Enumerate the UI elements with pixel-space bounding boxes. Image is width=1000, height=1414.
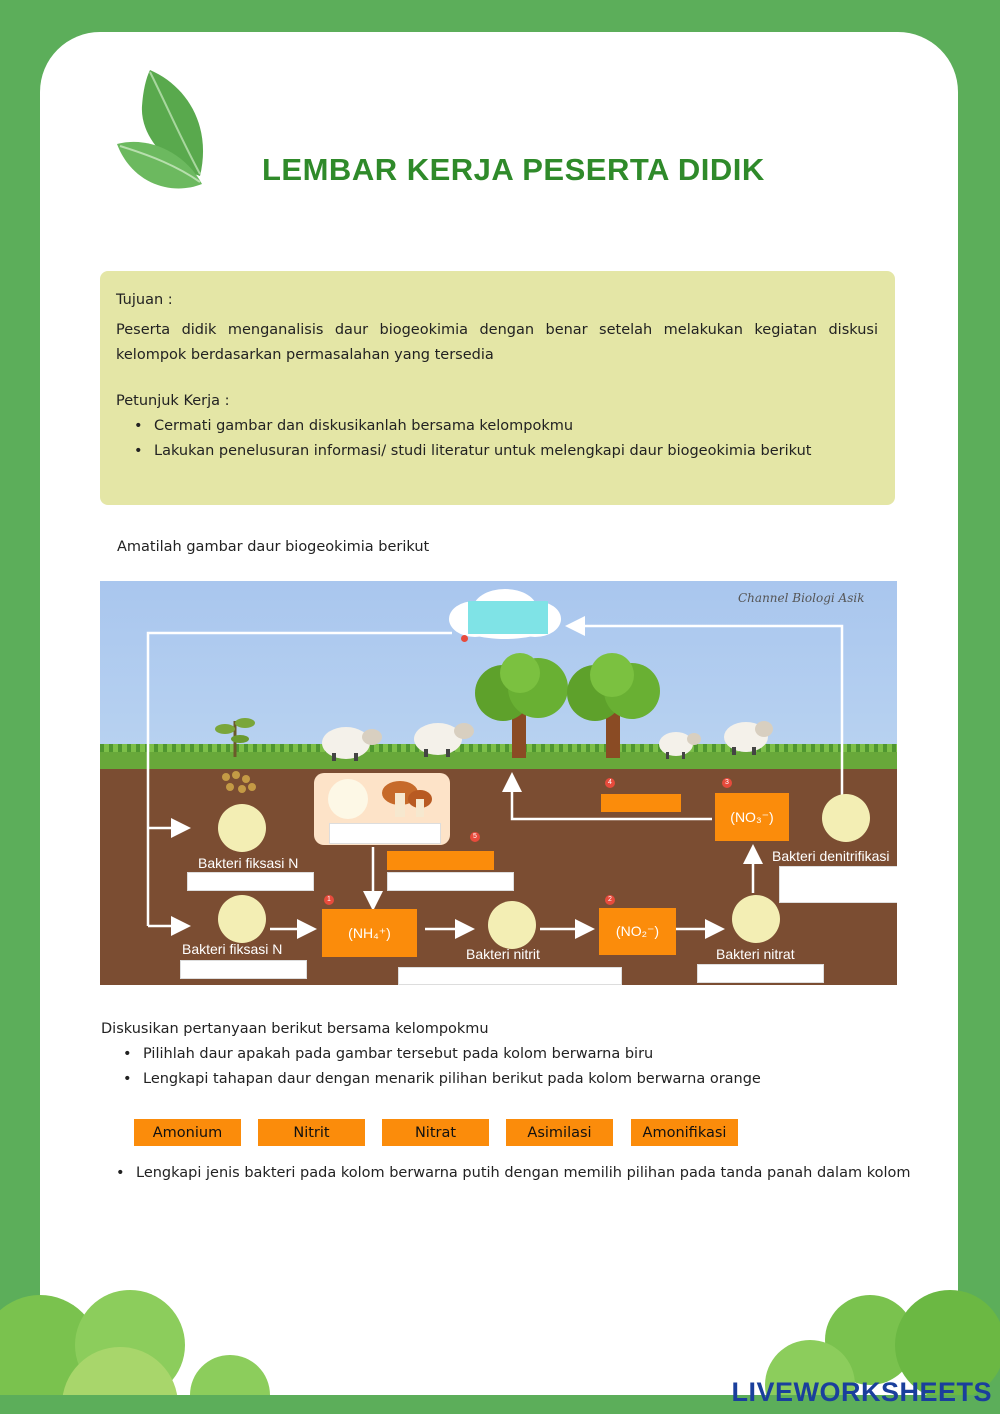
bacteria-answer-box[interactable] bbox=[779, 866, 897, 903]
bacteria-icon bbox=[488, 901, 536, 949]
tujuan-text: Peserta didik menganalisis daur biogeokimia dengan benar setelah melakukan kegiatan diskusi kelompok berdasarkan permasalahan yang tersedia bbox=[116, 322, 878, 363]
leaf-icon bbox=[112, 66, 212, 196]
choice-amonifikasi[interactable]: Amonifikasi bbox=[631, 1119, 738, 1146]
bacteria-answer-box[interactable] bbox=[180, 960, 307, 979]
marker-1: 1 bbox=[324, 895, 334, 905]
liveworksheets-logo[interactable] bbox=[731, 1377, 992, 1408]
bacteria-icon bbox=[218, 804, 266, 852]
petunjuk-item: • Cermati gambar dan diskusikanlah bersama kelompokmu bbox=[154, 418, 573, 434]
bacteria-icon bbox=[822, 794, 870, 842]
observe-instruction: Amatilah gambar daur biogeokimia berikut bbox=[117, 539, 430, 555]
marker-5: 5 bbox=[470, 832, 480, 842]
bacteria-answer-box[interactable] bbox=[697, 964, 824, 983]
nitrogen-cycle-diagram bbox=[100, 581, 897, 985]
instruction-box bbox=[100, 271, 895, 505]
compound-nh4: (NH₄⁺) bbox=[322, 909, 417, 957]
discussion-heading: Diskusikan pertanyaan berikut bersama kelompokmu bbox=[101, 1021, 489, 1037]
discussion-item-last: • Lengkapi jenis bakteri pada kolom berwarna putih dengan memilih pilihan pada tanda panah dalam kolom bbox=[136, 1165, 910, 1181]
label-nitrit: Bakteri nitrit bbox=[466, 946, 540, 962]
marker-2: 2 bbox=[605, 895, 615, 905]
compound-no3: (NO₃⁻) bbox=[715, 793, 789, 841]
marker-4: 4 bbox=[605, 778, 615, 788]
bacteria-answer-box[interactable] bbox=[187, 872, 314, 891]
watermark: Channel Biologi Asik bbox=[738, 591, 865, 605]
discussion-item: • Lengkapi tahapan daur dengan menarik pilihan berikut pada kolom berwarna orange bbox=[143, 1071, 761, 1087]
marker-3: 3 bbox=[722, 778, 732, 788]
bacteria-answer-box[interactable] bbox=[398, 967, 622, 985]
brand-text: LIVEWORKSHEETS bbox=[731, 1377, 992, 1407]
label-fiksasi-bottom: Bakteri fiksasi N bbox=[182, 941, 283, 957]
compound-no2: (NO₂⁻) bbox=[599, 908, 676, 955]
page-title: LEMBAR KERJA PESERTA DIDIK bbox=[262, 152, 765, 187]
choice-amonium[interactable]: Amonium bbox=[134, 1119, 241, 1146]
tujuan-label: Tujuan : bbox=[116, 292, 173, 308]
bacteria-answer-box[interactable] bbox=[387, 872, 514, 891]
label-fiksasi-top: Bakteri fiksasi N bbox=[198, 855, 299, 871]
choice-asimilasi[interactable]: Asimilasi bbox=[506, 1119, 613, 1146]
choice-nitrat[interactable]: Nitrat bbox=[382, 1119, 489, 1146]
petunjuk-item: • Lakukan penelusuran informasi/ studi literatur untuk melengkapi daur biogeokimia berikut bbox=[154, 443, 811, 459]
discussion-item: • Pilihlah daur apakah pada gambar tersebut pada kolom berwarna biru bbox=[143, 1046, 653, 1062]
label-nitrat: Bakteri nitrat bbox=[716, 946, 795, 962]
choice-nitrit[interactable]: Nitrit bbox=[258, 1119, 365, 1146]
stage-answer-box-4[interactable] bbox=[601, 794, 681, 812]
bacteria-icon bbox=[732, 895, 780, 943]
petunjuk-label: Petunjuk Kerja : bbox=[116, 393, 230, 409]
bacteria-icon bbox=[218, 895, 266, 943]
stage-answer-box-5[interactable] bbox=[387, 851, 494, 870]
label-denitrifikasi: Bakteri denitrifikasi bbox=[772, 848, 890, 864]
